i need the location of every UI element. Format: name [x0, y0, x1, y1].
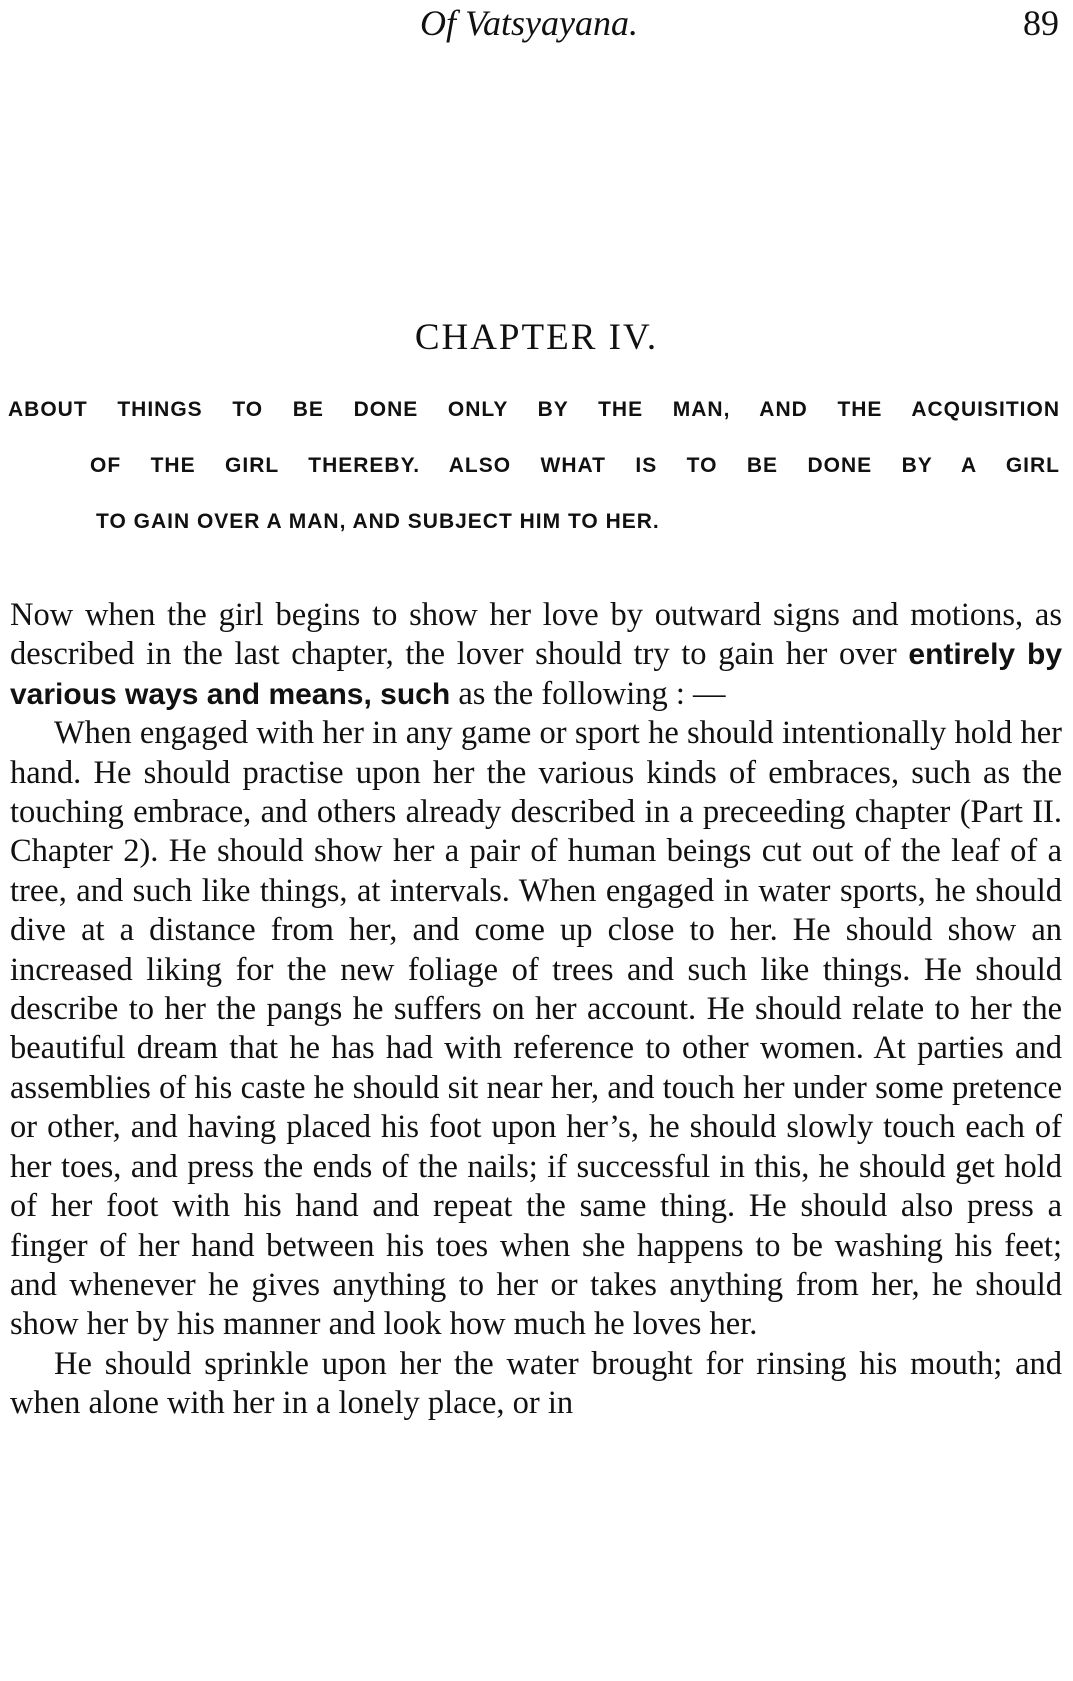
chapter-summary — [8, 398, 1060, 566]
paragraph: He should sprinkle upon her the water brought for rinsing his mouth; and when alone with her in a lonely place, or in — [10, 1345, 1062, 1422]
paragraph-bold-text: entirely by various ways and means, such — [10, 638, 1062, 711]
summary-line: TO GAIN OVER A MAN, AND SUBJECT HIM TO HER. — [96, 510, 660, 533]
paragraph-text: as the following : — — [450, 675, 726, 712]
paragraph-text: Now when the girl begins to show her love by outward signs and motions, as described in the last chapter, the lover should try to gain her over — [10, 597, 1062, 673]
paragraph: When engaged with her in any game or sport he should intentionally hold her hand. He should practise upon her the various kinds of embraces, such as the touching embrace, and others already described in a preceeding chapter (Part II. Chapter 2). He should show her a pair of human beings cut out of the leaf of a tree, and such like things, at intervals. When engaged in water sports, he should dive at a distance from her, and come up close to her. He should show an increased liking for the new foliage of trees and such like things. He should describe to her the pangs he suffers on her account. He should relate to her the beautiful dream that he has had with reference to other women. At parties and assemblies of his caste he should sit near her, and touch her under some pretence or other, and having placed his foot upon her’s, he should slowly touch each of her toes, and press the ends of the nails; if successful in this, he should get hold of her foot with his hand and repeat the same thing. He should also press a finger of her hand between his toes when she happens to be washing his feet; and whenever he gives anything to her or takes anything from her, he should show her by his manner and look how much he loves her. — [10, 715, 1062, 1343]
summary-line: ABOUT THINGS TO BE DONE ONLY BY THE MAN, AND THE ACQUISITION — [8, 398, 1060, 421]
page-number: 89 — [1023, 3, 1059, 43]
running-title: Of Vatsyayana. — [420, 3, 638, 43]
page-header — [0, 2, 1073, 62]
chapter-title: CHAPTER IV. — [414, 317, 659, 358]
paragraph — [10, 596, 1062, 714]
body-text — [10, 596, 1062, 1424]
summary-line: OF THE GIRL THEREBY. ALSO WHAT IS TO BE DONE BY A GIRL — [90, 454, 1060, 477]
